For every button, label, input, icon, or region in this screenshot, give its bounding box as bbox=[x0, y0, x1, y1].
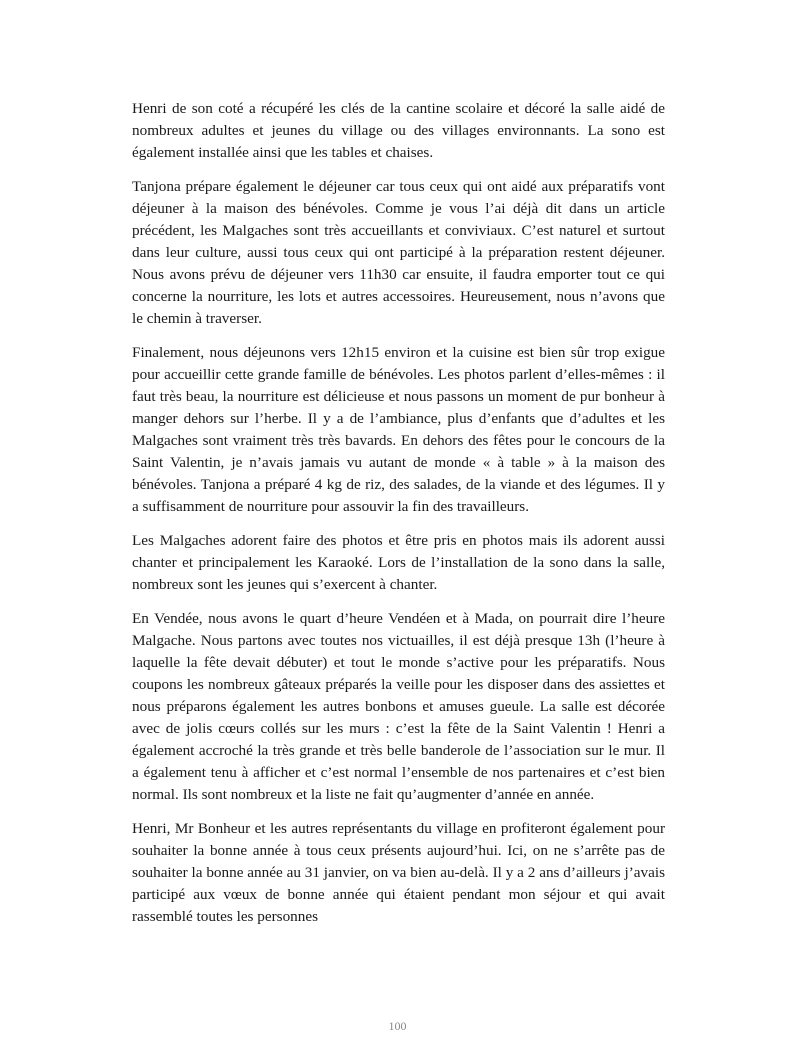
paragraph-6: Henri, Mr Bonheur et les autres représentants du village en profiteront également pour souhaiter la bonne année à tous ceux présents aujourd’hui. Ici, on ne s’arrête pas de souhaiter la bonne année au 31 janvier, on va bien au-delà. Il y a 2 ans d’ailleurs j’avais participé aux vœux de bonne année qui étaient pendant mon séjour et qui avait rassemblé toutes les personnes bbox=[132, 820, 665, 925]
paragraph-4: Les Malgaches adorent faire des photos et être pris en photos mais ils adorent aussi chanter et principalement les Karaoké. Lors de l’installation de la sono dans la salle, nombreux sont les jeunes qui s’exercent à chanter. bbox=[132, 532, 665, 593]
paragraph-2: Tanjona prépare également le déjeuner car tous ceux qui ont aidé aux préparatifs vont déjeuner à la maison des bénévoles. Comme je vous l’ai déjà dit dans un article précédent, les Malgaches sont très accueillants et conviviaux. C’est naturel et surtout dans leur culture, aussi tous ceux qui ont participé à la préparation restent déjeuner. Nous avons prévu de déjeuner vers 11h30 car ensuite, il faudra emporter tout ce qui concerne la nourriture, les lots et autres accessoires. Heureusement, nous n’avons que le chemin à traverser. bbox=[132, 178, 665, 327]
document-body bbox=[132, 98, 665, 940]
paragraph-3: Finalement, nous déjeunons vers 12h15 environ et la cuisine est bien sûr trop exigue pour accueillir cette grande famille de bénévoles. Les photos parlent d’elles-mêmes : il faut très beau, la nourriture est délicieuse et nous passons un moment de pur bonheur à manger dehors sur l’herbe. Il y a de l’ambiance, plus d’enfants que d’adultes et les Malgaches sont vraiment très très bavards. En dehors des fêtes pour le concours de la Saint Valentin, je n’avais jamais vu autant de monde « à table » à la maison des bénévoles. Tanjona a préparé 4 kg de riz, des salades, de la viande et des légumes. Il y a suffisamment de nourriture pour assouvir la fin des travailleurs. bbox=[132, 344, 665, 515]
page-number: 100 bbox=[388, 1019, 407, 1033]
paragraph-5: En Vendée, nous avons le quart d’heure Vendéen et à Mada, on pourrait dire l’heure Malgache. Nous partons avec toutes nos victuailles, il est déjà presque 13h (l’heure à laquelle la fête devait débuter) et tout le monde s’active pour les préparatifs. Nous coupons les nombreux gâteaux préparés la veille pour les disposer dans des assiettes et nous préparons également les autres bonbons et amuses gueule. La salle est décorée avec de jolis cœurs collés sur les murs : c’est la fête de la Saint Valentin ! Henri a également accroché la très grande et très belle banderole de l’association sur le mur. Il a également tenu à afficher et c’est normal l’ensemble de nos partenaires et c’est bien normal. Ils sont nombreux et la liste ne fait qu’augmenter d’année en année. bbox=[132, 610, 665, 803]
paragraph-1: Henri de son coté a récupéré les clés de la cantine scolaire et décoré la salle aidé de nombreux adultes et jeunes du village ou des villages environnants. La sono est également installée ainsi que les tables et chaises. bbox=[132, 100, 665, 161]
